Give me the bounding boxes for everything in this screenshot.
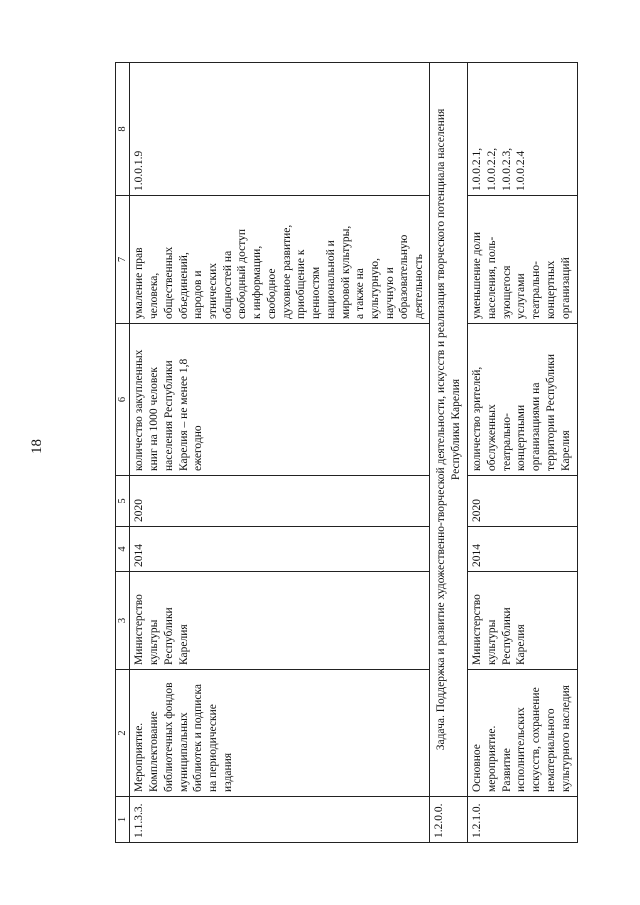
expected-result: количество зрителей, обслуженных театрально- концертными организациями на территории Республики Карелия xyxy=(468,324,578,476)
column-number: 2 xyxy=(116,670,130,797)
measure-name: Мероприятие. Комплектование библиотечных фондов муниципальных библиотек и подписка на периодические издания xyxy=(130,670,429,797)
column-number: 7 xyxy=(116,196,130,324)
column-number: 4 xyxy=(116,527,130,572)
table-row xyxy=(130,63,429,843)
column-number-row xyxy=(116,63,130,843)
section-row xyxy=(429,63,467,843)
expected-result: количество закупленных книг на 1000 человек населения Республики Карелия – не менее 1,8 ежегодно xyxy=(130,324,429,476)
program-measures-table xyxy=(115,62,578,843)
section-title: Задача. Поддержка и развитие художественно-творческой деятельности, искусств и реализация творческого потенциала населения Республики Карелия xyxy=(429,63,467,797)
column-number: 5 xyxy=(116,476,130,527)
measure-code: 1.2.1.0. xyxy=(468,797,578,843)
column-number: 8 xyxy=(116,63,130,196)
measure-end-year: 2020 xyxy=(130,476,429,527)
measure-start-year: 2014 xyxy=(130,527,429,572)
section-code: 1.2.0.0. xyxy=(429,797,467,843)
non-implementation-consequences: умаление прав человека, общественных объединений, народов и этнических общностей на свободный доступ к информации, свободное духовное развитие, приобщение к ценностям национальной и мировой культуры, а также на культурную, научную и образовательную деятельность xyxy=(130,196,429,324)
column-number: 3 xyxy=(116,572,130,670)
table-row xyxy=(468,63,578,843)
measure-end-year: 2020 xyxy=(468,476,578,527)
non-implementation-consequences: уменьшение доли населения, поль- зующегося услугами театрально- концертных организаций xyxy=(468,196,578,324)
measure-name: Основное мероприятие. Развитие исполнительских искусств, сохранение нематериального культурного наследия xyxy=(468,670,578,797)
related-indicators: 1.0.0.2.1, 1.0.0.2.2, 1.0.0.2.3, 1.0.0.2.4 xyxy=(468,63,578,196)
measure-code: 1.1.3.3. xyxy=(130,797,429,843)
page-number: 18 xyxy=(29,439,45,454)
measure-executor: Министерство культуры Республики Карелия xyxy=(468,572,578,670)
measure-executor: Министерство культуры Республики Карелия xyxy=(130,572,429,670)
related-indicators: 1.0.0.1.9 xyxy=(130,63,429,196)
measure-start-year: 2014 xyxy=(468,527,578,572)
rotated-table-container xyxy=(115,63,572,843)
column-number: 1 xyxy=(116,797,130,843)
column-number: 6 xyxy=(116,324,130,476)
